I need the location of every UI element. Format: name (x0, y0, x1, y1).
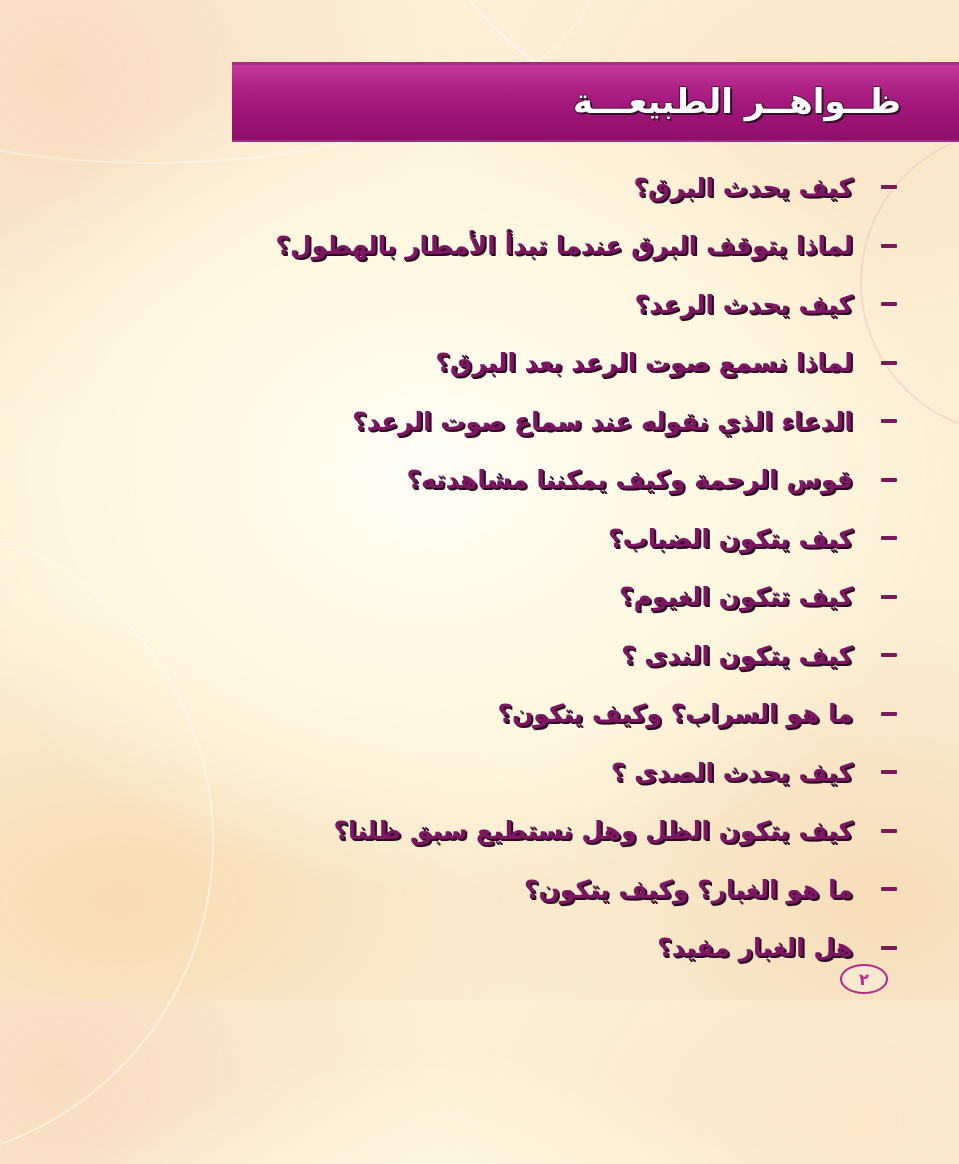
dash-bullet (881, 712, 897, 716)
page-number: ٢ (840, 964, 888, 994)
list-item (275, 568, 897, 627)
list-item (275, 217, 897, 276)
dash-bullet (881, 185, 897, 189)
dash-bullet (881, 829, 897, 833)
question-text: الدعاء الذي نقوله عند سماع صوت الرعد؟ (352, 406, 853, 436)
question-text: قوس الرحمة وكيف يمكننا مشاهدته؟ (406, 465, 853, 495)
question-text: كيف يحدث البرق؟ (633, 172, 853, 202)
question-text: ما هو الغبار؟ وكيف يتكون؟ (524, 874, 853, 904)
question-text: كيف تتكون الغيوم؟ (619, 582, 853, 612)
list-item (275, 743, 897, 802)
dash-bullet (881, 419, 897, 423)
list-item (275, 509, 897, 568)
question-text: كيف يحدث الصدى ؟ (610, 757, 853, 787)
dash-bullet (881, 302, 897, 306)
list-item (275, 334, 897, 393)
list-item (275, 451, 897, 510)
list-item (275, 275, 897, 334)
question-text: كيف يتكون الندى ؟ (621, 640, 853, 670)
list-item (275, 919, 897, 978)
list-item (275, 802, 897, 861)
question-text: لماذا يتوقف البرق عندما تبدأ الأمطار بالهطول؟ (275, 231, 853, 261)
dash-bullet (881, 244, 897, 248)
dash-bullet (881, 478, 897, 482)
dash-bullet (881, 887, 897, 891)
title-banner (232, 62, 959, 142)
dash-bullet (881, 770, 897, 774)
page-title: ظــواهــر الطبيعـــة (572, 82, 901, 122)
question-text: لماذا نسمع صوت الرعد بعد البرق؟ (435, 348, 853, 378)
dash-bullet (881, 653, 897, 657)
list-item (275, 685, 897, 744)
dash-bullet (881, 361, 897, 365)
dash-bullet (881, 536, 897, 540)
question-text: ما هو السراب؟ وكيف يتكون؟ (497, 699, 853, 729)
question-text: هل الغبار مفيد؟ (657, 933, 853, 963)
list-item (275, 392, 897, 451)
question-text: كيف يتكون الضباب؟ (608, 523, 853, 553)
list-item (275, 158, 897, 217)
list-item (275, 860, 897, 919)
background-swirl (0, 520, 214, 1164)
dash-bullet (881, 946, 897, 950)
questions-list (275, 158, 897, 977)
dash-bullet (881, 595, 897, 599)
list-item (275, 626, 897, 685)
question-text: كيف يحدث الرعد؟ (634, 289, 853, 319)
question-text: كيف يتكون الظل وهل نستطيع سبق ظلنا؟ (333, 816, 853, 846)
